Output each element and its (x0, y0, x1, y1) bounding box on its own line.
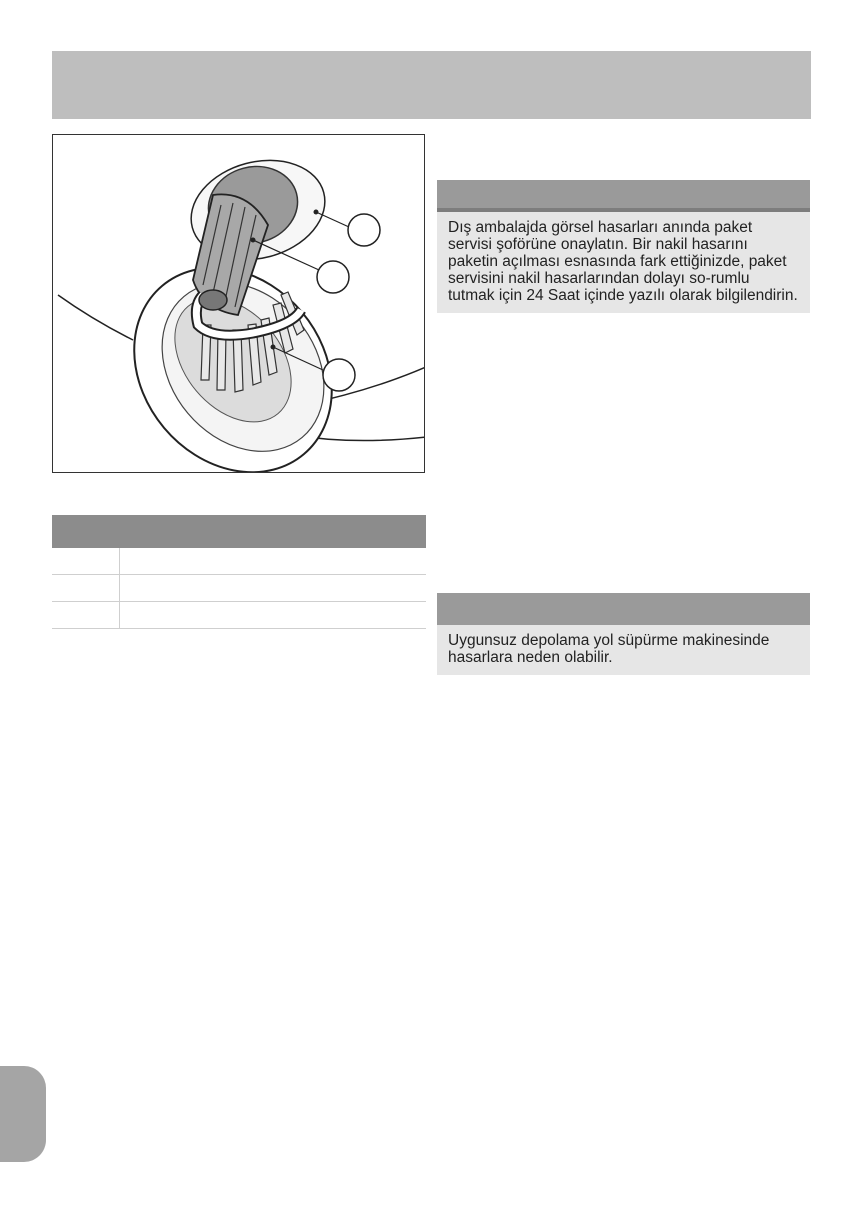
table-row (52, 602, 426, 629)
note-body: Dış ambalajda görsel hasarları anında paket servisi şoförüne onaylatın. Bir nakil hasarını paketin açılması esnasında fark ettiğinizde, paket servisini nakil hasarlarından dolayı so-rumlu tutmak için 24 Saat içinde yazılı olarak bilgilendirin. (448, 219, 798, 304)
legend-row-desc (120, 548, 427, 575)
legend-row-desc (120, 602, 427, 629)
legend-header-num (52, 515, 120, 548)
legend-table-header (52, 515, 426, 548)
storage-warning-note (437, 593, 810, 675)
shipping-damage-note (437, 180, 810, 313)
page-tab (0, 1066, 46, 1162)
note-body: Uygunsuz depolama yol süpürme makinesinde hasarlara neden olabilir. (448, 632, 770, 666)
note-header (437, 180, 810, 212)
legend-row-num (52, 575, 120, 602)
callout-circle-3 (323, 359, 355, 391)
note-header (437, 593, 810, 625)
legend-row-num (52, 548, 120, 575)
callout-circle-2 (317, 261, 349, 293)
brush-figure (52, 134, 425, 473)
callout-circle-1 (348, 214, 380, 246)
legend-table (52, 515, 426, 629)
legend-row-desc (120, 575, 427, 602)
table-row (52, 575, 426, 602)
section-header-band (52, 51, 811, 119)
legend-header-desc (120, 515, 427, 548)
table-row (52, 548, 426, 575)
legend-row-num (52, 602, 120, 629)
side-brush-illustration (53, 135, 425, 473)
